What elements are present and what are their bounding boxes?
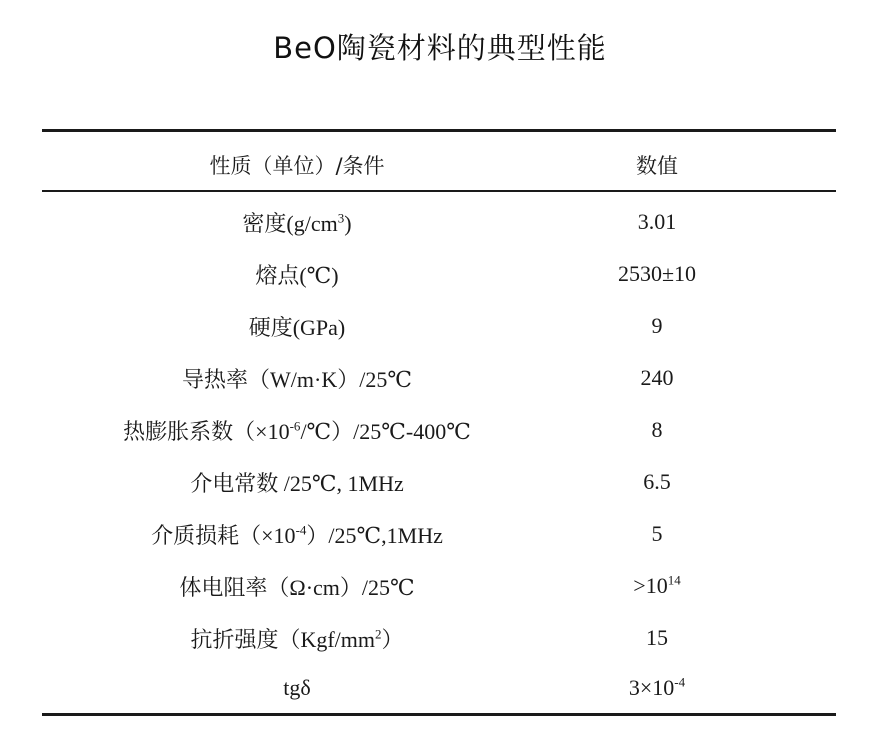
table-row xyxy=(42,456,836,508)
table-row xyxy=(42,196,836,248)
value-cell: 240 xyxy=(640,365,674,390)
property-cell: 体电阻率（Ω·cm）/25℃ xyxy=(179,574,415,600)
table-row xyxy=(42,560,836,612)
property-cell: 硬度(GPa) xyxy=(248,314,346,340)
value-cell: 5 xyxy=(651,521,663,546)
property-cell: 介电常数 /25℃, 1MHz xyxy=(190,470,404,496)
table-header-row xyxy=(42,139,836,191)
property-cell: 热膨胀系数$(\times 10^{-6}/℃)/25℃-400℃$ xyxy=(123,418,471,444)
value-cell: 9 xyxy=(651,313,663,338)
property-cell: 熔点(℃) xyxy=(255,262,339,288)
table-row xyxy=(42,352,836,404)
value-cell: 15 xyxy=(646,625,668,650)
table-row xyxy=(42,404,836,456)
table-title: BeO陶瓷材料的典型性能 xyxy=(273,31,607,65)
property-cell: tgδ xyxy=(283,675,311,700)
value-cell: 6.5 xyxy=(643,469,671,494)
value-cell: 8 xyxy=(651,417,663,442)
value-cell: $>10^{14}$ xyxy=(633,572,681,598)
table-row xyxy=(42,300,836,352)
table-row xyxy=(42,612,836,664)
table-row xyxy=(42,248,836,300)
property-cell: 导热率（W/m·K）/25℃ xyxy=(182,366,412,392)
header-property: 性质（单位）/条件 xyxy=(209,154,385,178)
value-cell: 3.01 xyxy=(637,209,677,234)
property-cell: 抗折强度$(Kgf/mm^2)$ xyxy=(190,626,404,652)
property-cell: 密度$(g/cm^3)$ xyxy=(242,210,352,236)
header-value: 数值 xyxy=(636,154,678,178)
table-row xyxy=(42,508,836,560)
property-cell: 介质损耗$(\times 10^{-4})/25℃,1MHz$ xyxy=(151,522,443,548)
value-cell: 2530±10 xyxy=(617,261,697,286)
value-cell: $3\times 10^{-4}$ xyxy=(628,674,686,700)
table-row xyxy=(42,662,836,714)
top-rule xyxy=(42,129,836,132)
